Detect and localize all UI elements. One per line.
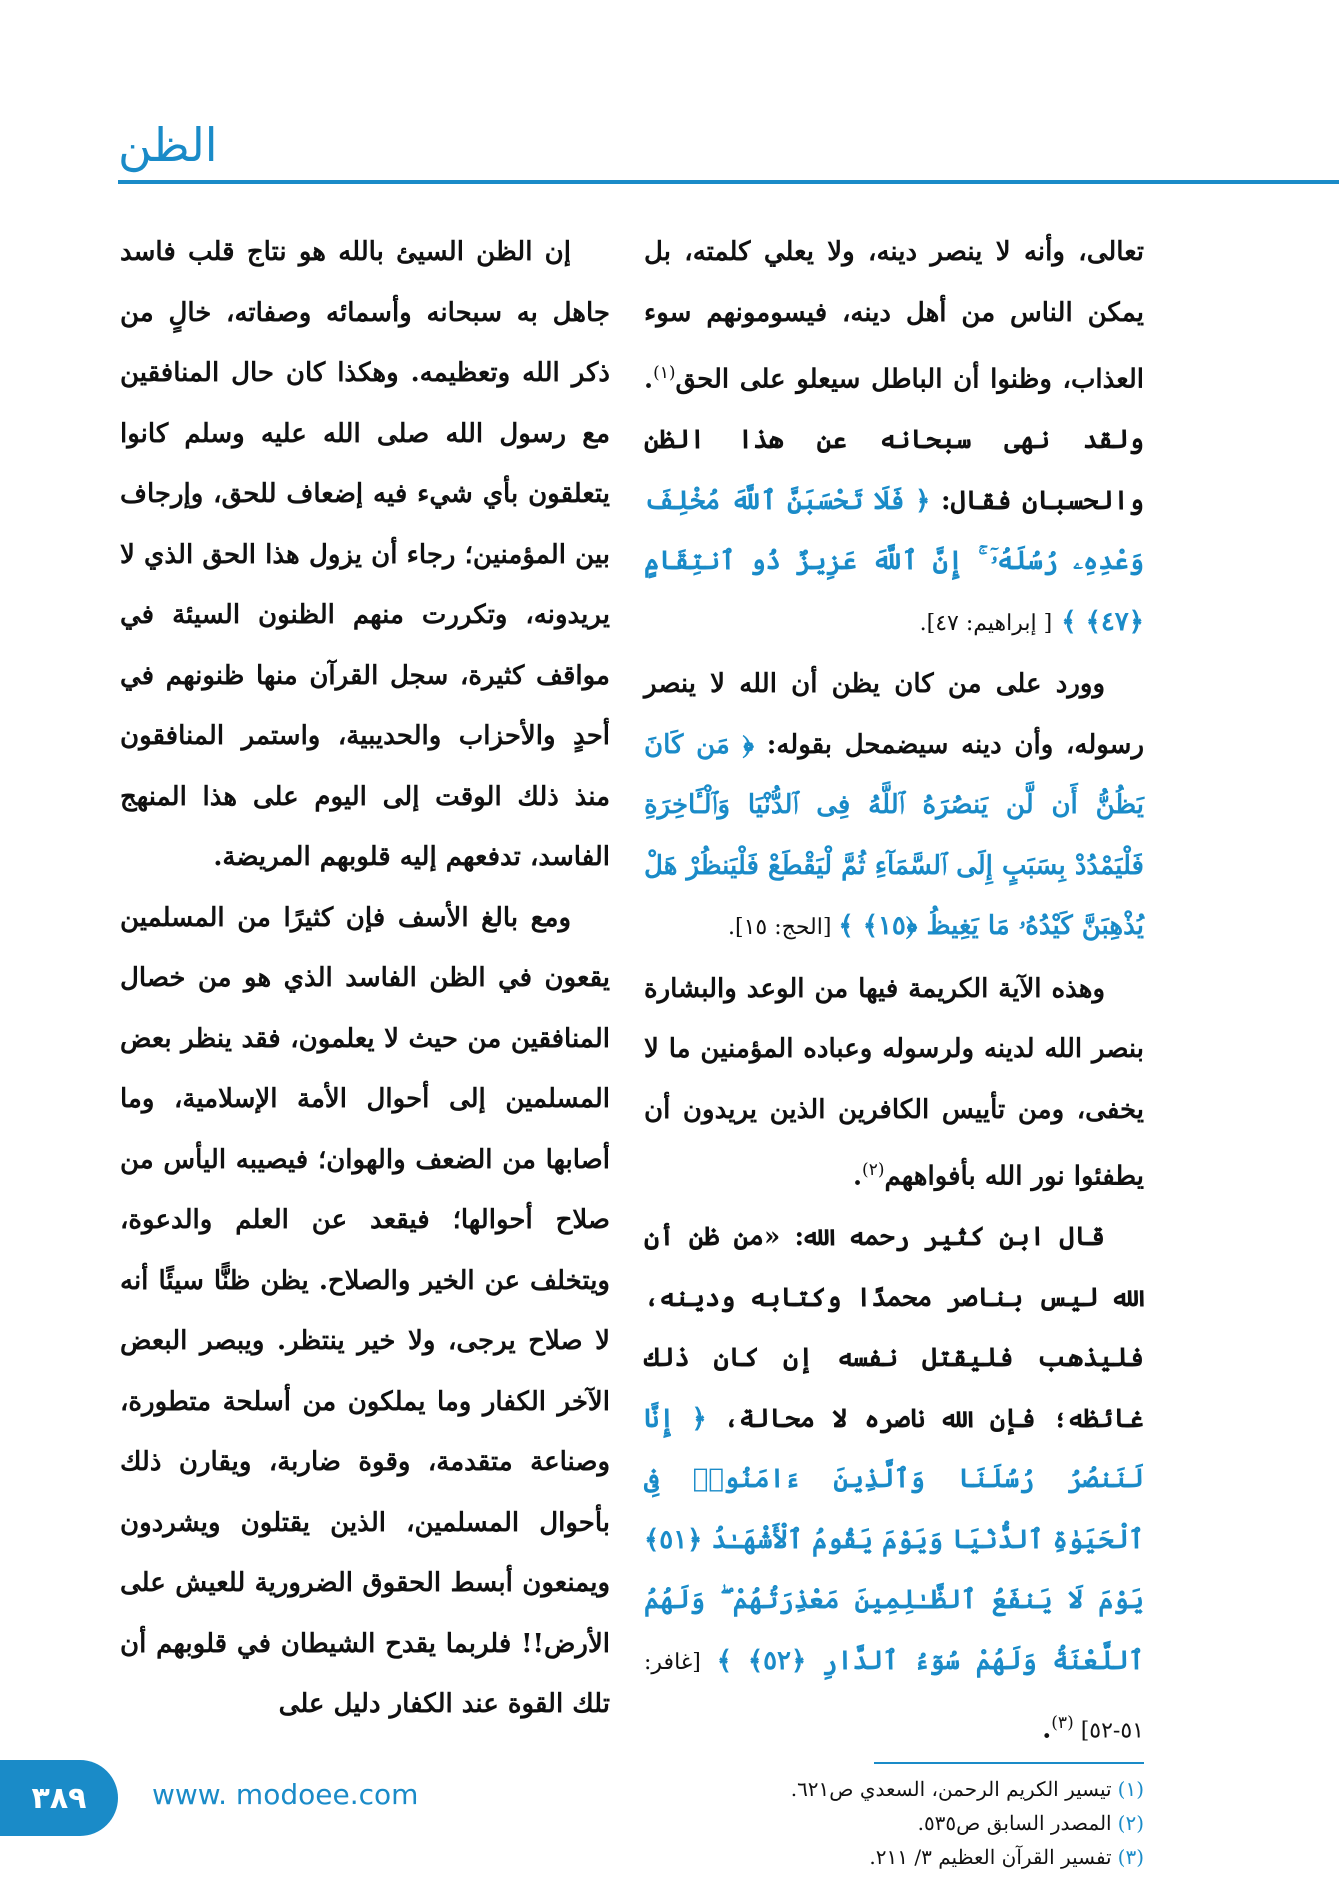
text-run: وورد على من كان يظن أن الله لا ينصر رسوله، وأن دينه سيضمحل بقوله: xyxy=(644,669,1145,760)
footnote-number: (١) xyxy=(1117,1777,1144,1801)
footnote-ref-1[interactable]: (١) xyxy=(653,363,676,383)
text-run: وهذه الآية الكريمة فيها من الوعد والبشارة بنصر الله لدينه ولرسوله وعباده المؤمنين ما لا يخفى، ومن تأييس الكافرين الذين يريدون أن يطفئوا نور الله بأفواههم xyxy=(644,973,1144,1192)
quran-verse-3: ﴿ إِنَّا لَنَنصُرُ رُسُلَنَا وَٱلَّذِينَ ءَامَنُوا۟ فِى ٱلْحَيَوٰةِ ٱلدُّنْيَا وَيَوْمَ يَقُومُ ٱلْأَشْهَـٰدُ ﴿٥١﴾ يَوْمَ لَا يَنفَعُ ٱلظَّـٰلِمِينَ مَعْذِرَتُهُمْ ۖ وَلَهُمُ ٱللَّعْنَةُ وَلَهُمْ سُوٓءُ ٱلدَّارِ ﴿٥٢﴾ ﴾ xyxy=(644,1403,1144,1676)
footnote-text: تيسير الكريم الرحمن، السعدي ص٦٢١. xyxy=(790,1777,1112,1801)
header-rule xyxy=(118,180,1339,184)
footnote-text: تفسير القرآن العظيم ٣/ ٢١١. xyxy=(869,1845,1112,1869)
right-column xyxy=(644,222,1144,1762)
footnote-rule xyxy=(874,1762,1144,1764)
left-column xyxy=(120,222,610,1735)
paragraph-5: إن الظن السيئ بالله هو نتاج قلب فاسد جاهل به سبحانه وأسمائه وصفاته، خالٍ من ذكر الله وتعظيمه. وهكذا كان حال المنافقين مع رسول الله صلى الله عليه وسلم كانوا يتعلقون بأي شيء فيه إضعاف للحق، وإرجاف بين المؤمنين؛ رجاء أن يزول هذا الحق الذي لا يريدونه، وتكررت منهم الظنون السيئة في مواقف كثيرة، سجل القرآن منها ظنونهم في أحدٍ والأحزاب والحديبية، واستمر المنافقون منذ ذلك الوقت إلى اليوم على هذا المنهج الفاسد، تدفعهم إليه قلوبهم المريضة. xyxy=(120,237,610,872)
text-run: . xyxy=(1042,1714,1052,1745)
text-run: تعالى، وأنه لا ينصر دينه، ولا يعلي كلمته، بل يمكن الناس من أهل دينه، فيسومونهم سوء العذاب، وظنوا أن الباطل سيعلو على الحق xyxy=(644,237,1144,395)
page-title: الظن xyxy=(118,118,218,172)
verse-citation-2: [الحج: ١٥]. xyxy=(728,915,839,941)
paragraph-4 xyxy=(644,1207,1144,1762)
paragraph-1 xyxy=(644,222,1144,654)
footnote-text: المصدر السابق ص٥٣٥. xyxy=(917,1811,1112,1835)
page-number: ٣٨٩ xyxy=(0,1760,118,1836)
footnote-2 xyxy=(644,1806,1144,1840)
footnote-1 xyxy=(644,1772,1144,1806)
paragraph-6: ومع بالغ الأسف فإن كثيرًا من المسلمين يقعون في الظن الفاسد الذي هو من خصال المنافقين من حيث لا يعلمون، فقد ينظر بعض المسلمين إلى أحوال الأمة الإسلامية، وما أصابها من الضعف والهوان؛ فيصيبه اليأس من صلاح أحوالها؛ فيقعد عن العلم والدعوة، ويتخلف عن الخير والصلاح. يظن ظنًّا سيئًا أنه لا صلاح يرجى، ولا خير ينتظر. ويبصر البعض الآخر الكفار وما يملكون من أسلحة متطورة، وصناعة متقدمة، وقوة ضاربة، ويقارن ذلك بأحوال المسلمين، الذين يقتلون ويشردون ويمنعون أبسط الحقوق الضرورية للعيش على الأرض!! فلربما يقدح الشيطان في قلوبهم أن تلك القوة عند الكفار دليل على xyxy=(120,902,610,1719)
text-run: . xyxy=(852,1161,863,1192)
paragraph-2 xyxy=(644,654,1144,959)
verse-citation-1: [ إبراهيم: ٤٧]. xyxy=(919,610,1053,636)
text-run: قال ابن كثير رحمه الله: «من ظن أن الله ليس بناصر محمدًا وكتابه ودينه، فليذهب فليقتل نفسه إن كان ذلك غائظه؛ فإن الله ناصره لا محالة، xyxy=(644,1222,1145,1434)
footnote-number: (٣) xyxy=(1117,1845,1144,1869)
footnotes xyxy=(644,1772,1144,1874)
footnote-number: (٢) xyxy=(1117,1811,1144,1835)
quran-verse-1: ﴿ فَلَا تَحْسَبَنَّ ٱللَّهَ مُخْلِفَ وَعْدِهِۦ رُسُلَهُۥٓ ۚ إِنَّ ٱللَّهَ عَزِيزٌ ذُو ٱنتِقَامٍ ﴿٤٧﴾ ﴾ xyxy=(644,485,1144,637)
footnote-ref-3[interactable]: (٣) xyxy=(1051,1713,1074,1734)
text-run: . ولقد نهى سبحانه عن هذا الظن والحسبان فقال: xyxy=(644,364,1144,516)
footnote-3 xyxy=(644,1840,1144,1874)
footnote-ref-2[interactable]: (٢) xyxy=(862,1160,885,1181)
quran-verse-2: ﴿ مَن كَانَ يَظُنُّ أَن لَّن يَنصُرَهُ ٱللَّهُ فِى ٱلدُّنْيَا وَٱلْـَٔاخِرَةِ فَلْيَمْدُدْ بِسَبَبٍ إِلَى ٱلسَّمَآءِ ثُمَّ لْيَقْطَعْ فَلْيَنظُرْ هَلْ يُذْهِبَنَّ كَيْدُهُۥ مَا يَغِيظُ ﴿١٥﴾ ﴾ xyxy=(644,729,1144,942)
verse-citation-3: [غافر: ٥١-٥٢] xyxy=(644,1649,1144,1744)
website-link[interactable]: www. modoee.com xyxy=(152,1778,419,1811)
paragraph-3 xyxy=(644,959,1144,1208)
